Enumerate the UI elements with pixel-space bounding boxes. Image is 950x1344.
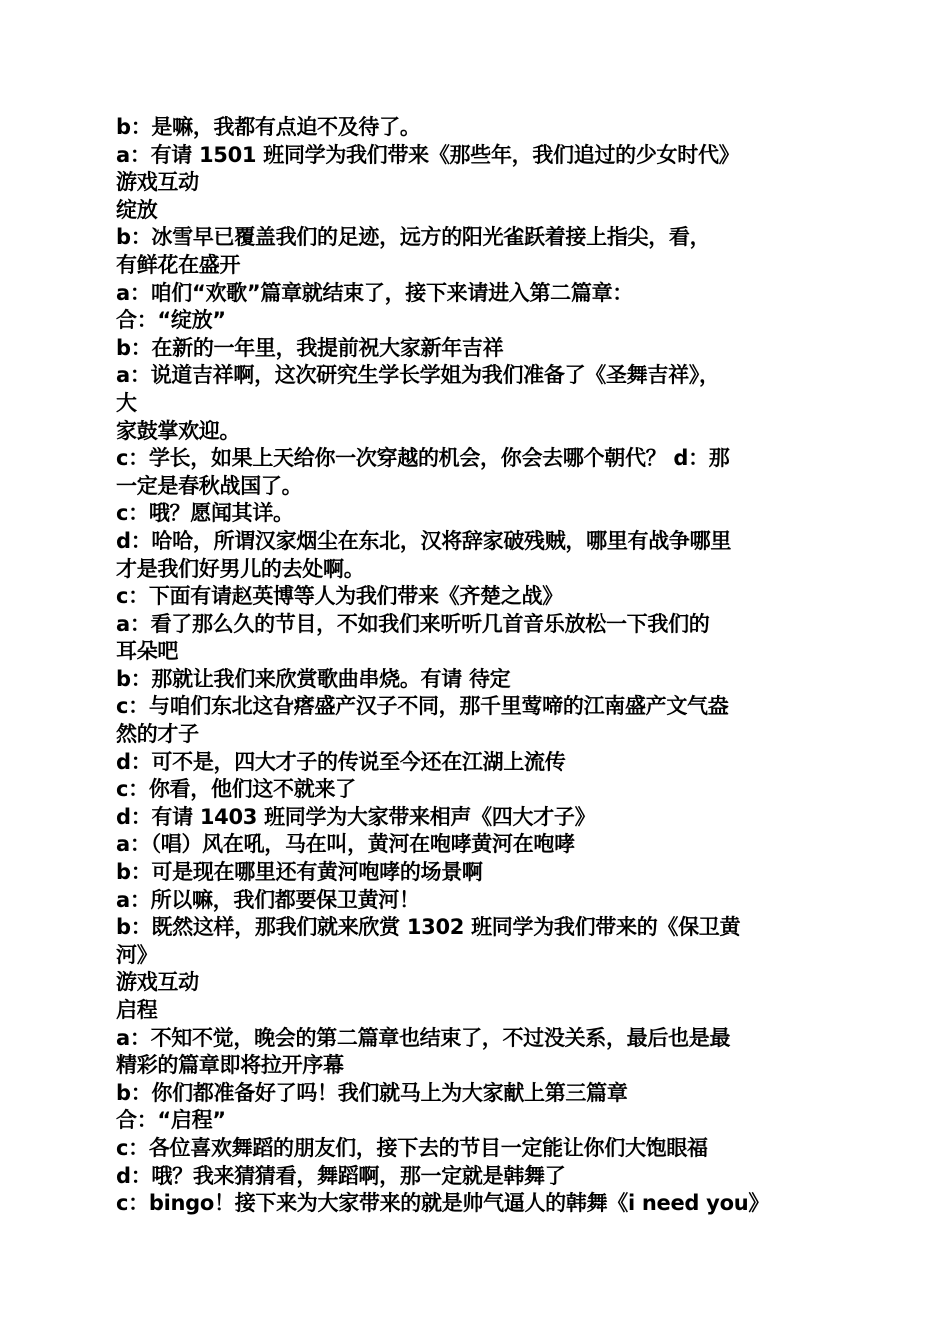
- text-line: a：咱们“欢歌”篇章就结束了，接下来请进入第二篇章：: [116, 280, 633, 305]
- text-line: c：哦？愿闻其详。: [116, 501, 294, 526]
- section-heading: 绽放: [116, 197, 158, 222]
- text-line: 然的才子: [116, 722, 199, 747]
- section-heading: 启程: [116, 998, 158, 1022]
- text-line: 一定是春秋战国了。: [116, 473, 303, 498]
- text-line: a：看了那么久的节目，不如我们来听听几首音乐放松一下我们的: [116, 611, 710, 636]
- text-line: 家鼓掌欢迎。: [116, 418, 241, 443]
- text-line: d：哦？我来猜猜看，舞蹈啊，那一定就是韩舞了: [116, 1163, 566, 1188]
- text-line: d：可不是，四大才子的传说至今还在江湖上流传: [116, 749, 566, 774]
- text-line: b：你们都准备好了吗！我们就马上为大家献上第三篇章: [116, 1080, 628, 1105]
- section-label: 游戏互动: [116, 170, 199, 195]
- text-line: c：下面有请赵英博等人为我们带来《齐楚之战》: [116, 584, 563, 609]
- text-line: 河》: [116, 942, 158, 967]
- text-line: c：学长，如果上天给你一次穿越的机会，你会去哪个朝代？ d：那: [116, 446, 730, 471]
- text-line: 精彩的篇章即将拉开序幕: [116, 1053, 344, 1078]
- section-label: 游戏互动: [116, 970, 199, 995]
- text-line: 有鲜花在盛开: [116, 252, 241, 277]
- text-line: 合：“绽放”: [116, 308, 226, 333]
- text-line: 合：“启程”: [116, 1108, 226, 1133]
- text-line: d：有请 1403 班同学为大家带来相声《四大才子》: [116, 804, 596, 829]
- script-text-body: [116, 114, 836, 1218]
- text-line: d：哈哈，所谓汉家烟尘在东北，汉将辞家破残贼，哪里有战争哪里: [116, 528, 732, 553]
- text-line: b：可是现在哪里还有黄河咆哮的场景啊: [116, 860, 483, 885]
- text-line: 耳朵吧: [116, 639, 179, 664]
- text-line: b：是嘛，我都有点迫不及待了。: [116, 115, 421, 139]
- text-line: a：（唱）风在吼，马在叫，黄河在咆哮黄河在咆哮: [116, 832, 575, 857]
- text-line: 才是我们好男儿的去处啊。: [116, 556, 365, 581]
- text-line: b：在新的一年里，我提前祝大家新年吉祥: [116, 335, 504, 360]
- text-line: b：既然这样，那我们就来欣赏 1302 班同学为我们带来的《保卫黄: [116, 915, 741, 940]
- text-line: a：说道吉祥啊，这次研究生学长学姐为我们准备了《圣舞吉祥》，: [116, 363, 720, 388]
- text-line: a：不知不觉，晚会的第二篇章也结束了，不过没关系，最后也是最: [116, 1025, 731, 1050]
- text-line: c：bingo！接下来为大家带来的就是帅气逼人的韩舞《i need you》: [116, 1191, 770, 1216]
- text-line: b：冰雪早已覆盖我们的足迹，远方的阳光雀跃着接上指尖，看，: [116, 225, 711, 250]
- text-line: c：你看，他们这不就来了: [116, 777, 356, 802]
- text-line: c：与咱们东北这旮瘩盛产汉子不同，那千里莺啼的江南盛产文气盎: [116, 694, 729, 719]
- text-line: 大: [116, 390, 137, 415]
- text-line: a：所以嘛，我们都要保卫黄河！: [116, 887, 420, 912]
- text-line: a：有请 1501 班同学为我们带来《那些年，我们追过的少女时代》: [116, 142, 740, 167]
- text-line: b：那就让我们来欣赏歌曲串烧。有请 待定: [116, 666, 511, 691]
- text-line: c：各位喜欢舞蹈的朋友们，接下去的节目一定能让你们大饱眼福: [116, 1135, 708, 1160]
